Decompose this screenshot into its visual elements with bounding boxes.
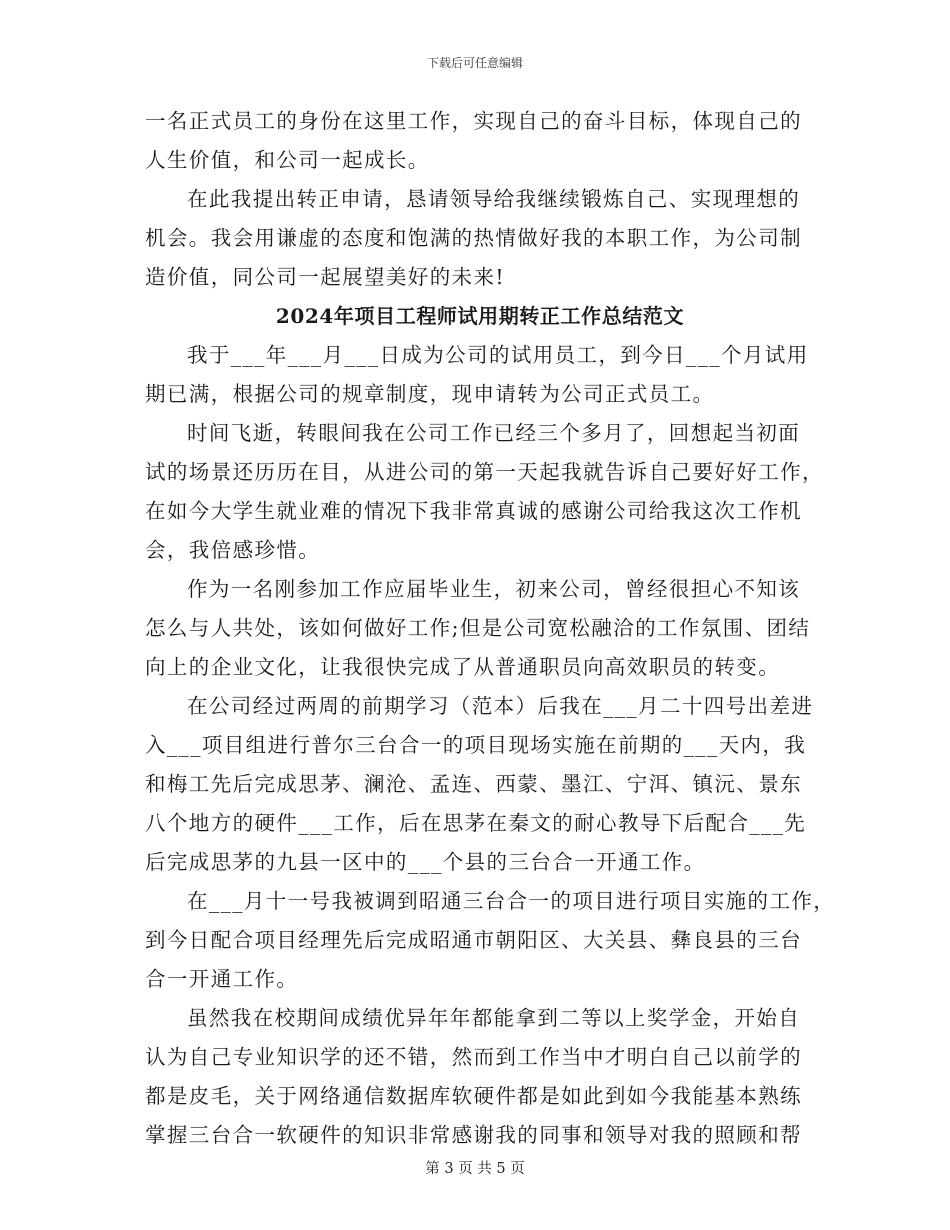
text-line: 机会。我会用谦虚的态度和饱满的热情做好我的本职工作，为公司制 xyxy=(145,226,802,250)
header-note: 下载后可任意编辑 xyxy=(426,56,523,70)
text-line: 时间飞逝，转眼间我在公司工作已经三个多月了，回想起当初面 xyxy=(187,421,801,445)
text-line: 造价值，同公司一起展望美好的未来! xyxy=(145,265,506,289)
text-line: 在如今大学生就业难的情况下我非常真诚的感谢公司给我这次工作机 xyxy=(145,499,802,523)
text-line: 我于___年___月___日成为公司的试用员工，到今日___个月试用 xyxy=(187,343,809,367)
text-line: 在此我提出转正申请，恳请领导给我继续锻炼自己、实现理想的 xyxy=(187,187,801,211)
text-line: 在___月十一号我被调到昭通三台合一的项目进行项目实施的工作， xyxy=(187,889,836,913)
text-line: 入___项目组进行普尔三台合一的项目现场实施在前期的___天内，我 xyxy=(145,733,807,757)
text-line: 怎么与人共处，该如何做好工作;但是公司宽松融洽的工作氛围、团结 xyxy=(145,616,811,640)
text-line: 期已满，根据公司的规章制度，现申请转为公司正式员工。 xyxy=(145,382,715,406)
text-line: 作为一名刚参加工作应届毕业生，初来公司，曾经很担心不知该 xyxy=(187,577,801,601)
text-line: 在公司经过两周的前期学习（范本）后我在___月二十四号出差进 xyxy=(187,694,814,718)
text-line: 掌握三台合一软硬件的知识非常感谢我的同事和领导对我的照顾和帮 xyxy=(145,1123,802,1147)
text-line: 后完成思茅的九县一区中的___个县的三台合一开通工作。 xyxy=(145,850,706,874)
text-line: 虽然我在校期间成绩优异年年都能拿到二等以上奖学金，开始自 xyxy=(187,1006,801,1030)
text-line: 人生价值，和公司一起成长。 xyxy=(145,148,430,172)
text-line: 都是皮毛，关于网络通信数据库软硬件都是如此到如今我能基本熟练 xyxy=(145,1084,802,1108)
text-line: 认为自己专业知识学的还不错，然而到工作当中才明白自己以前学的 xyxy=(145,1045,802,1069)
text-line: 八个地方的硬件___工作，后在思茅在秦文的耐心教导下后配合___先 xyxy=(145,811,807,835)
page-number: 第 3 页 共 5 页 xyxy=(425,1161,525,1177)
text-line: 合一开通工作。 xyxy=(145,967,299,991)
text-line: 一名正式员工的身份在这里工作，实现自己的奋斗目标，体现自己的 xyxy=(145,109,802,133)
text-line: 试的场景还历历在目，从进公司的第一天起我就告诉自己要好好工作， xyxy=(145,460,824,484)
text-line: 和梅工先后完成思茅、澜沧、孟连、西蒙、墨江、宁洱、镇沅、景东 xyxy=(145,772,802,796)
document-body xyxy=(145,102,836,1155)
text-line: 向上的企业文化，让我很快完成了从普通职员向高效职员的转变。 xyxy=(145,655,781,679)
text-line: 会，我倍感珍惜。 xyxy=(145,538,321,562)
text-line: 到今日配合项目经理先后完成昭通市朝阳区、大关县、彝良县的三台 xyxy=(145,928,802,952)
section-title: 2024年项目工程师试用期转正工作总结范文 xyxy=(275,304,685,328)
